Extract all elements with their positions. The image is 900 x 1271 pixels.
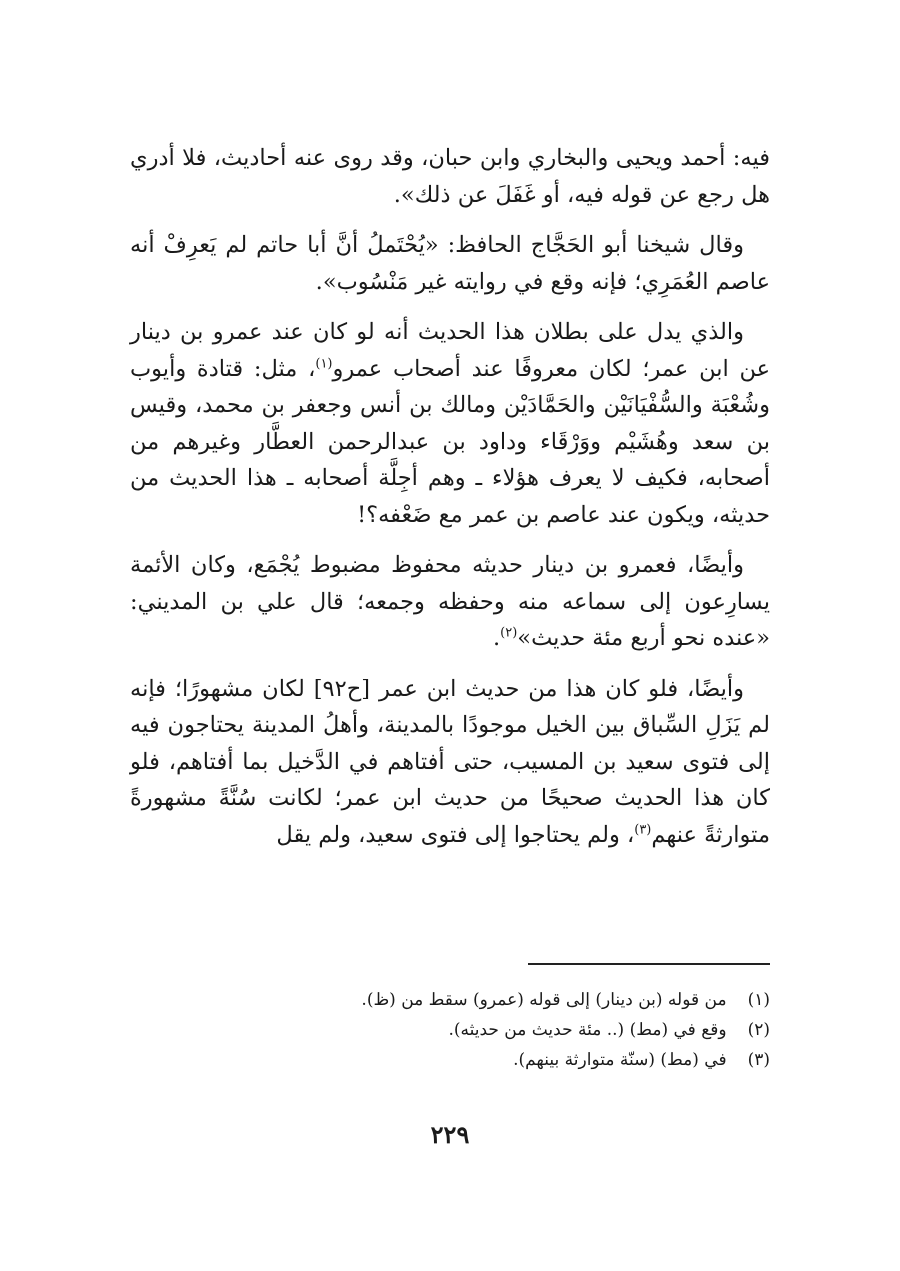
footnote-3-number: (٣) [747,1050,770,1070]
paragraph-2 [130,227,770,300]
paragraph-3-text: والذي يدل على بطلان هذا الحديث أنه لو كان عند عمرو بن دينار عن ابن عمر؛ لكان معروفًا عند أصحاب عمرو [130,319,771,382]
footnote-ref-2[interactable]: (٢) [500,625,518,641]
paragraph-4-text-continued: . [493,625,501,651]
footnote-separator [528,963,770,965]
footnote-1 [300,985,770,1015]
paragraph-3 [130,314,770,533]
footnote-1-number: (١) [747,990,770,1010]
paragraph-1-text: فيه: أحمد ويحيى والبخاري وابن حبان، وقد روى عنه أحاديث، فلا أدري هل رجع عن قوله فيه، أو غَفَلَ عن ذلك». [130,145,770,208]
footnote-3-text: في (مط) (سنّة متوارثة بينهم). [513,1050,727,1070]
footnotes [300,985,770,1075]
paragraph-3-text-continued: ، مثل: قتادة وأيوب وشُعْبَة والسُّفْيَانَيْن والحَمَّادَيْن ومالك بن أنس وجعفر بن محمد، وقيس بن سعد وهُشَيْم ووَرْقَاء وداود بن عبدالرحمن العطَّار وغيرهم من أصحابه، فكيف لا يعرف هؤلاء ـ وهم أجِلَّة أصحابه ـ هذا الحديث من حديثه، ويكون عند عاصم بن عمر مع ضَعْفه؟! [130,355,770,528]
footnote-1-text: من قوله (بن دينار) إلى قوله (عمرو) سقط من (ظ). [361,990,727,1010]
paragraph-1 [130,140,770,213]
main-text [130,140,770,867]
paragraph-2-text: وقال شيخنا أبو الحَجَّاج الحافظ: «يُحْتَملُ أنَّ أبا حاتم لم يَعرِفْ أنه عاصم العُمَرِي؛ فإنه وقع في روايته غير مَنْسُوب». [130,232,770,295]
paragraph-5 [130,671,770,854]
paragraph-5-text-continued: ، ولم يحتاجوا إلى فتوى سعيد، ولم يقل [276,821,635,848]
paragraph-4-text: وأيضًا، فعمرو بن دينار حديثه محفوظ مضبوط يُجْمَع، وكان الأئمة يسارِعون إلى سماعه منه وحفظه وجمعه؛ قال علي بن المديني: «عنده نحو أربع مئة حديث» [130,552,770,651]
footnote-ref-1[interactable]: (١) [315,356,333,371]
footnote-2 [300,1015,770,1045]
paragraph-4 [130,547,770,657]
footnote-2-number: (٢) [747,1020,770,1040]
footnote-ref-3[interactable]: (٣) [634,822,652,837]
footnote-2-text: وقع في (مط) (.. مئة حديث من حديثه). [448,1020,727,1040]
paragraph-5-text: وأيضًا، فلو كان هذا من حديث ابن عمر [ح٩٢] لكان مشهورًا؛ فإنه لم يَزَلِ السِّباق بين الخيل موجودًا بالمدينة، وأهلُ المدينة يحتاجون فيه إلى فتوى سعيد بن المسيب، حتى أفتاهم في الدَّخيل بما أفتاهم، فلو كان هذا الحديث صحيحًا من حديث ابن عمر؛ لكانت سُنَّةً مشهورةً متوارثةً عنهم [130,675,770,848]
page-number: ٢٢٩ [430,1120,470,1149]
footnote-3 [300,1045,770,1075]
